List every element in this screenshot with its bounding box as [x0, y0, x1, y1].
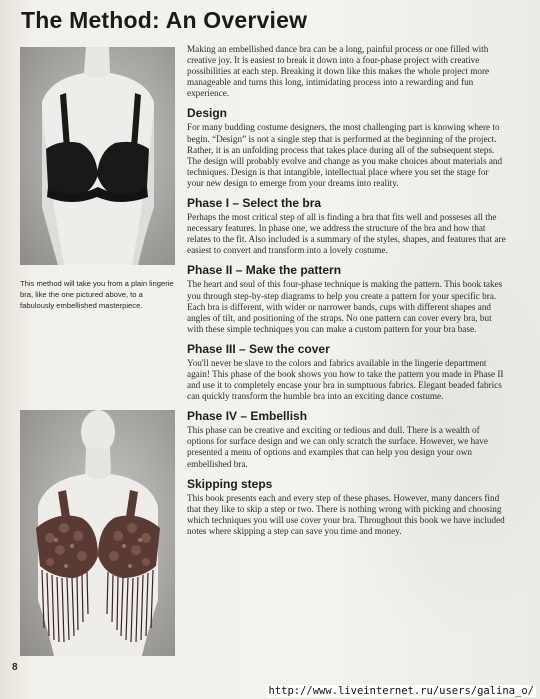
section-text: Perhaps the most critical step of all is finding a bra that fits well and posseses all the necessary features. In phase one, we address the structure of the bra and how that relates to the fit. Also included is a summary of the styles, shapes, and features that are easiest to convert and transform into a lovely costume.	[187, 212, 506, 256]
section-heading: Phase IV – Embellish	[187, 409, 308, 424]
section-phase-3	[187, 342, 507, 402]
section-design	[187, 106, 507, 189]
page-number: 8	[12, 662, 18, 673]
embellished-bra-photo	[20, 410, 175, 656]
plain-bra-photo	[20, 47, 175, 265]
section-text: This book presents each and every step of these phases. However, many dancers find that they like to skip a step or two. There is nothing wrong with picking and choosing which techniques you will use cover your bra. Throughout this book we have included notes where skipping a step can save you time and money.	[187, 492, 505, 536]
section-phase-2	[187, 263, 507, 334]
section-text: For many budding costume designers, the most challenging part is knowing where to begin. “Design” is not a single step that is performed at the beginning of the project. Rather, it is an unfolding process that takes place during all of the subsequent steps. The design will probably evolve and change as you make choices about materials and techniques. Design is that intangible, intellectual place where you set the stage for your new design to emerge from your dreams into reality.	[187, 122, 503, 188]
intro-paragraph: Making an embellished dance bra can be a long, painful process or one filled with creative joy. It is easiest to break it down into a four-phase project with creative possibilities at each step. Breaking it down like this makes the whole project more manageable and turns this long, intimidating process into a rewarding and fun experience.	[187, 44, 490, 99]
text-column	[187, 44, 507, 537]
section-heading: Design	[187, 106, 228, 121]
embellished-bra-illustration	[20, 410, 175, 656]
page-title: The Method: An Overview	[21, 7, 308, 33]
section-heading: Phase II – Make the pattern	[187, 263, 342, 278]
section-skipping-steps	[187, 477, 507, 537]
mannequin-head	[81, 410, 115, 454]
section-text: The heart and soul of this four-phase technique is making the pattern. This book takes you through step-by-step diagrams to help you create a pattern for your specific bra. Each bra is different, with wider or narrower bands, cups with different shapes and angles of tilt, and positioning of the straps. No one pattern can cover every bra, but with these simple techniques you can make a custom pattern for your bra base.	[187, 279, 503, 334]
mannequin-neck	[84, 47, 110, 77]
section-heading: Skipping steps	[187, 476, 273, 491]
section-phase-1	[187, 196, 507, 256]
photo-caption: This method will take you from a plain lingerie bra, like the one pictured above, to a fabulously embellished masterpiece.	[20, 279, 174, 310]
section-heading: Phase III – Sew the cover	[187, 341, 330, 356]
plain-bra-illustration	[20, 47, 175, 265]
section-phase-4	[187, 409, 507, 469]
section-text: You'll never be slave to the colors and fabrics available in the lingerie department again! This phase of the book shows you how to take the pattern you made in Phase II and use it to completely encase your bra in sumptuous fabrics. Elegant beaded fabrics can quickly transform the humble bra into an exciting dance costume.	[187, 357, 504, 402]
section-text: This phase can be creative and exciting or tedious and dull. There is a wealth of options for surface design and we can only scratch the surface. However, we have presented a menu of options and examples that can help you design your own embellished bra.	[187, 425, 488, 469]
section-heading: Phase I – Select the bra	[187, 196, 322, 211]
source-watermark[interactable]: http://www.liveinternet.ru/users/galina_o/	[268, 685, 534, 697]
